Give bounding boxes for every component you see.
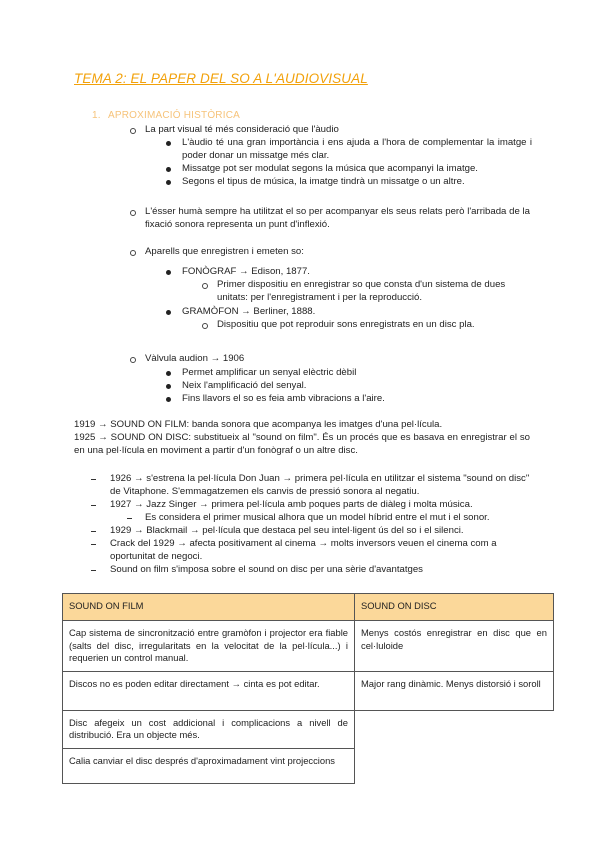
table-cell: Calia canviar el disc després d'aproximadament vint projeccions (63, 748, 355, 783)
table-header-cell: SOUND ON DISC (355, 594, 554, 621)
paragraph: 1925 → SOUND ON DISC: substitueix al "sound on film". És un procés que es basava en enregistrar el so en una pel·lícula en moviment a partir d'un fonògraf o un altre disc. (74, 432, 530, 456)
bullet-icon (166, 180, 171, 185)
bullet-icon (166, 270, 171, 275)
dash-bullet-icon (91, 505, 96, 506)
hollow-bullet-icon (202, 283, 208, 289)
dash-bullet-icon (91, 531, 96, 532)
paragraph: 1919 → SOUND ON FILM: banda sonora que acompanya les imatges d'una pel·lícula. (74, 419, 443, 430)
table-cell-empty (355, 710, 554, 748)
outline-item: Vàlvula audion → 1906 (145, 353, 245, 364)
list-subitem: Es considera el primer musical alhora que un model híbrid entre el mut i el sonor. (145, 512, 490, 523)
section-number: 1. (92, 110, 101, 121)
table-row (63, 710, 554, 748)
outline-subitem: GRAMÒFON → Berliner, 1888. (182, 306, 316, 317)
table-cell: Disc afegeix un cost addicional i complicacions a nivell de distribució. Era un objecte més. (63, 710, 355, 748)
table-cell: Cap sistema de sincronització entre gramòfon i projector era fiable (salts del disc, irregularitats en la velocitat de la pel·lícula...) i requerien un control manual. (63, 621, 355, 672)
table-row (63, 621, 554, 672)
list-item: Sound on film s'imposa sobre el sound on disc per una sèrie d'avantatges (110, 564, 423, 575)
bullet-icon (166, 141, 171, 146)
outline-item: Aparells que enregistren i emeten so: (145, 246, 304, 257)
bullet-icon (166, 397, 171, 402)
outline-subitem: Permet amplificar un senyal elèctric dèbil (182, 367, 357, 378)
list-item: 1927 → Jazz Singer → primera pel·lícula amb poques parts de diàleg i molta música. (110, 499, 473, 510)
outline-subitem: Neix l'amplificació del senyal. (182, 380, 307, 391)
hollow-bullet-icon (130, 357, 136, 363)
list-item: 1926 → s'estrena la pel·lícula Don Juan → primera pel·lícula en utilitzar el sistema "sound on disc" de Vitaphone. S'emmagatzemen els canvis de pressió sonora al negatiu. (110, 473, 530, 497)
outline-subitem: L'àudio té una gran importància i ens ajuda a l'hora de complementar la imatge i poder donar un missatge més clar. (182, 137, 532, 161)
dash-bullet-icon (91, 570, 96, 571)
table-cell: Discos no es poden editar directament → cinta es pot editar. (63, 671, 355, 710)
table-row (63, 748, 554, 783)
hollow-bullet-icon (130, 250, 136, 256)
list-item: 1929 → Blackmail → pel·lícula que destaca pel seu intel·ligent ús del so i el silenci. (110, 525, 464, 536)
bullet-icon (166, 384, 171, 389)
dash-bullet-icon (91, 544, 96, 545)
list-item: Crack del 1929 → afecta positivament al cinema → molts inversors veuen el cinema com a oportunitat de negoci. (110, 538, 497, 562)
dash-bullet-icon (91, 479, 96, 480)
outline-subsubitem: Primer dispositiu en enregistrar so que consta d'un sistema de dues unitats: per l'enregistrament i per la reproducció. (217, 279, 506, 303)
bullet-icon (166, 167, 171, 172)
page-title: TEMA 2: EL PAPER DEL SO A L'AUDIOVISUAL (74, 71, 368, 86)
table-header-cell: SOUND ON FILM (63, 594, 355, 621)
table-cell: Menys costós enregistrar en disc que en cel·luloide (355, 621, 554, 672)
bullet-icon (166, 310, 171, 315)
outline-item: L'ésser humà sempre ha utilitzat el so per acompanyar els seus relats però l'arribada de la fixació sonora representa un punt d'inflexió. (145, 206, 530, 230)
table-header-row (63, 594, 554, 621)
outline-subitem: Missatge pot ser modulat segons la música que acompanyi la imatge. (182, 163, 478, 174)
hollow-bullet-icon (130, 128, 136, 134)
outline-item: La part visual té més consideració que l'àudio (145, 124, 339, 135)
table-cell: Major rang dinàmic. Menys distorsió i soroll (355, 671, 554, 710)
section-heading (92, 109, 240, 122)
table-row (63, 671, 554, 710)
hollow-bullet-icon (130, 210, 136, 216)
dash-bullet-icon (127, 518, 132, 519)
bullet-icon (166, 371, 171, 376)
section-label: APROXIMACIÓ HISTÒRICA (108, 110, 240, 121)
table-cell-empty (355, 748, 554, 783)
outline-subsubitem: Dispositiu que pot reproduir sons enregistrats en un disc pla. (217, 319, 475, 330)
hollow-bullet-icon (202, 323, 208, 329)
outline-subitem: Fins llavors el so es feia amb vibracions a l'aire. (182, 393, 385, 404)
outline-subitem: Segons el tipus de música, la imatge tindrà un missatge o un altre. (182, 176, 465, 187)
comparison-table (62, 593, 554, 784)
outline-subitem: FONÒGRAF → Edison, 1877. (182, 266, 310, 277)
